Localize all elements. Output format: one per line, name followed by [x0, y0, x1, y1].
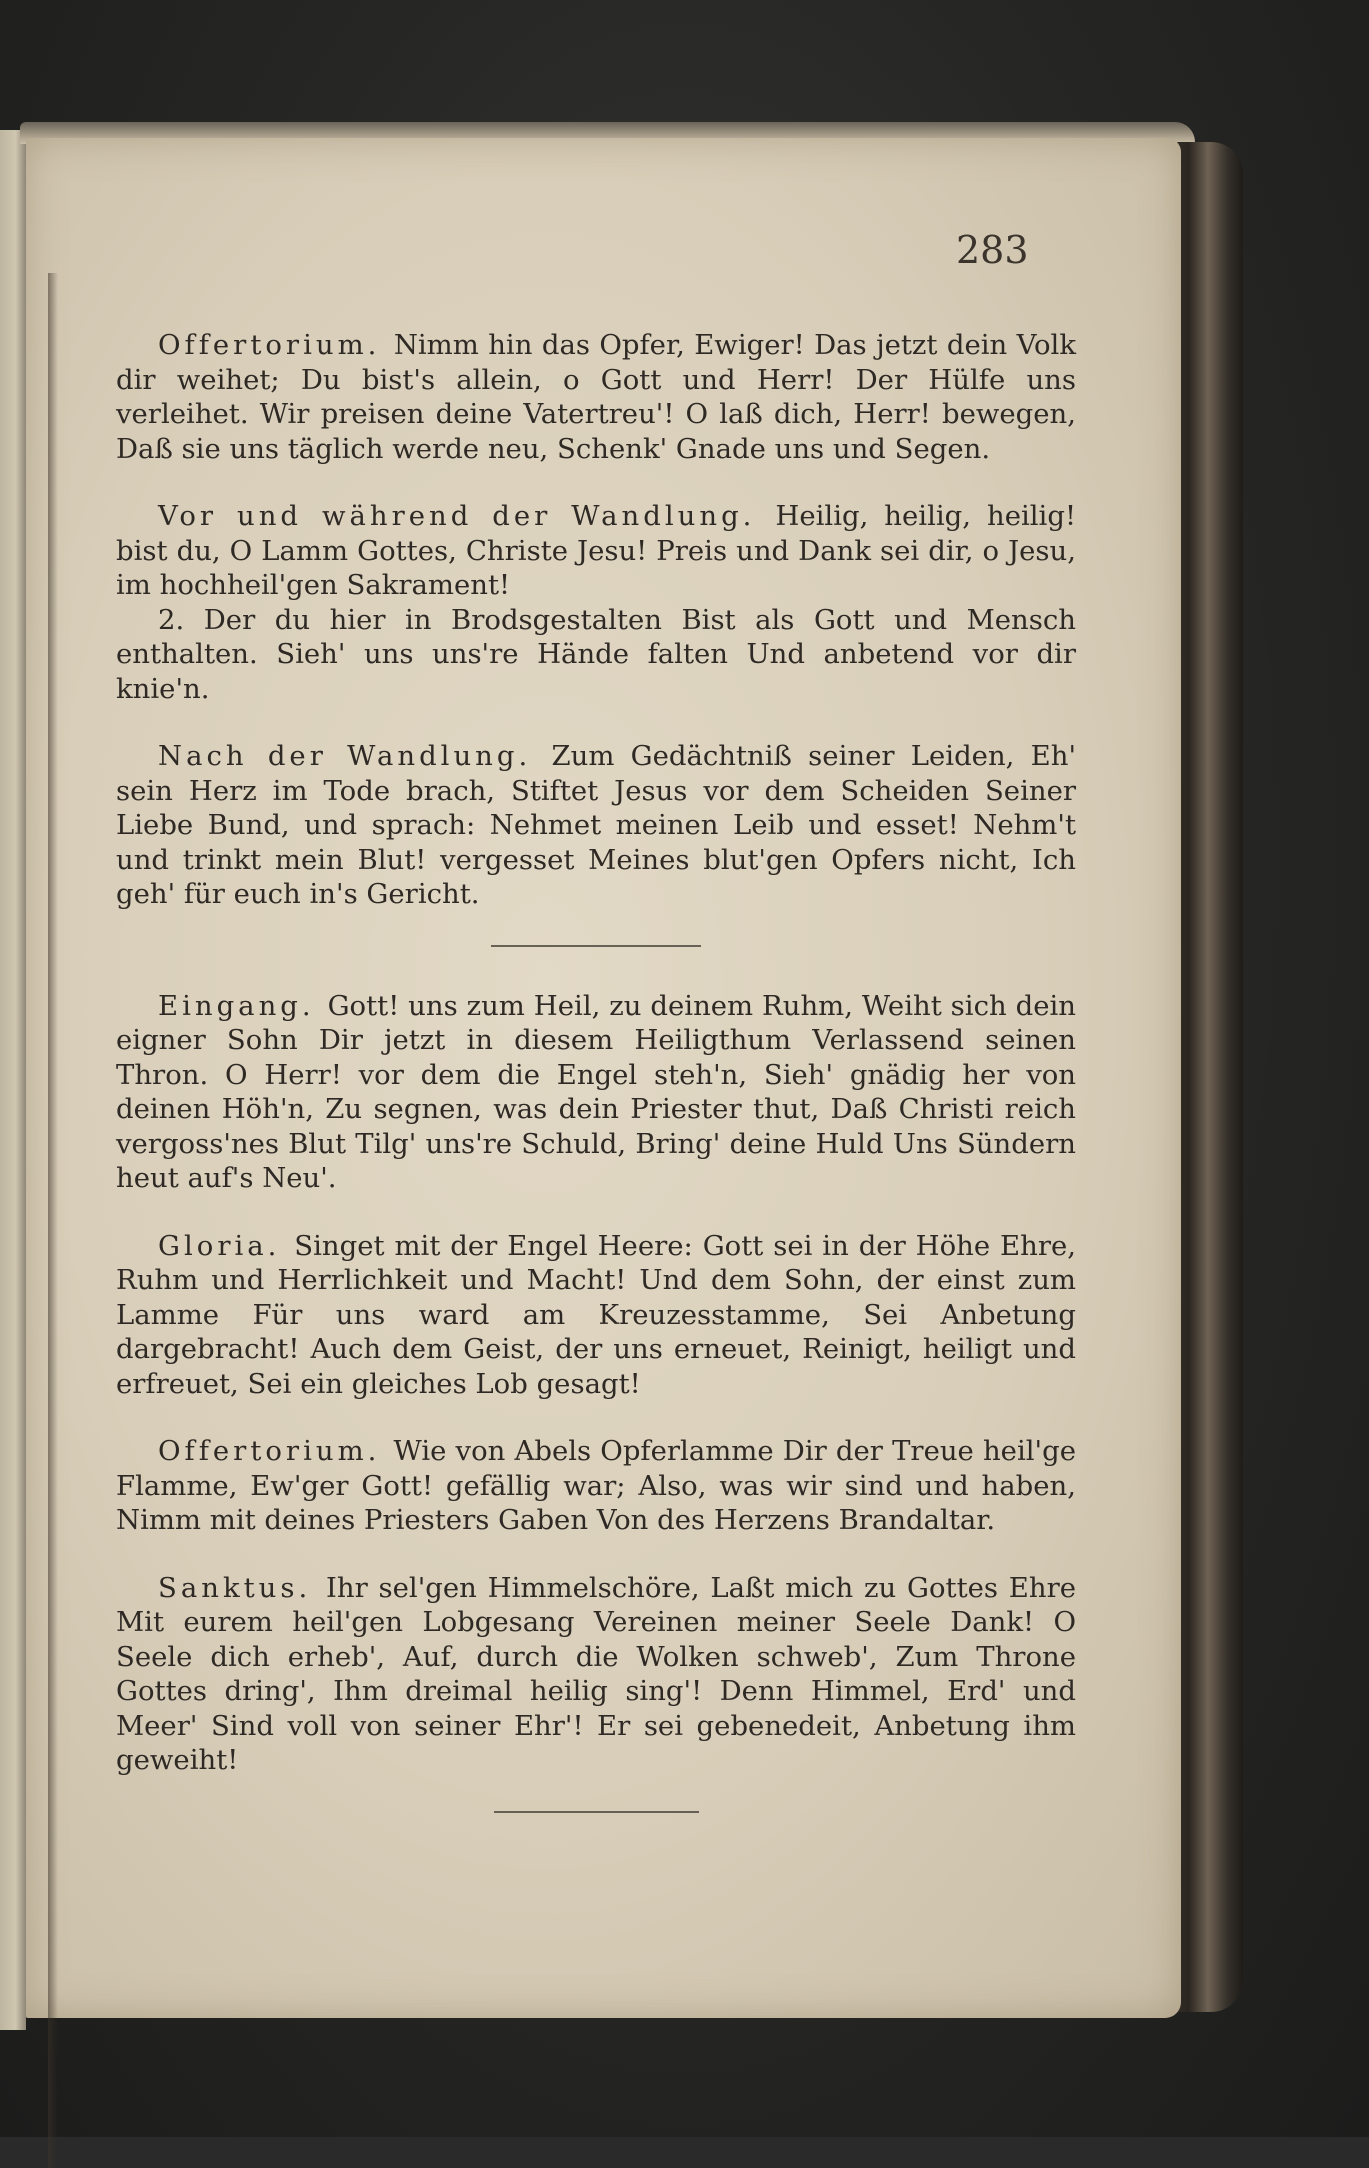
section-text: 2. Der du hier in Brodsgestalten Bist als Gott und Mensch enthalten. Sieh' uns uns're Hände falten Und anbetend vor dir knie'n. — [116, 603, 1076, 705]
paragraph-wandlung — [116, 499, 1076, 603]
section-text: Heilig, heilig, heilig! bist du, O Lamm Gottes, Christe Jesu! Preis und Dank sei dir, o Jesu, im hochheil'gen Sakrament! — [116, 500, 1077, 601]
end-divider — [494, 1811, 699, 1813]
section-text: Zum Gedächtniß seiner Leiden, Eh' sein Herz im Tode brach, Stiftet Jesus vor dem Scheiden Seiner Liebe Bund, und sprach: Nehmet meinen Leib und esset! Nehm't und trinkt mein Blut! vergesset Meines blut'gen Opfers nicht, Ich geh' für euch in's Gericht. — [116, 740, 1076, 910]
paragraph-offertorium-1 — [116, 328, 1076, 466]
page-number: 283 — [956, 228, 1029, 272]
section-heading: Vor und während der Wandlung. — [158, 500, 776, 532]
section-divider — [491, 945, 701, 947]
paragraph-gloria — [116, 1229, 1076, 1402]
section-text: Wie von Abels Opferlamme Dir der Treue heil'ge Flamme, Ew'ger Gott! gefällig war; Also, was wir sind und haben, Nimm mit deines Priesters Gaben Von des Herzens Brandaltar. — [116, 1435, 1076, 1536]
paragraph-nach-wandlung — [116, 739, 1076, 912]
section-heading: Offertorium. — [158, 329, 394, 361]
paragraph-offertorium-2 — [116, 1434, 1076, 1538]
page-text — [116, 328, 1076, 1855]
section-heading: Offertorium. — [158, 1435, 394, 1467]
paragraph-wandlung-verse-2 — [116, 603, 1076, 707]
section-heading: Nach der Wandlung. — [158, 740, 552, 772]
section-text: Singet mit der Engel Heere: Gott sei in der Höhe Ehre, Ruhm und Herrlichkeit und Macht! Und dem Sohn, der einst zum Lamme Für uns ward am Kreuzesstamme, Sei Anbetung dargebracht! Auch dem Geist, der uns erneuet, Reinigt, heiligt und erfreuet, Sei ein gleiches Lob gesagt! — [116, 1229, 1076, 1400]
paragraph-sanktus — [116, 1571, 1076, 1778]
book-page — [26, 138, 1181, 2018]
section-heading: Sanktus. — [158, 1571, 327, 1604]
section-text: Ihr sel'gen Himmelschöre, Laßt mich zu Gottes Ehre Mit eurem heil'gen Lobgesang Vereinen meiner Seele Dank! O Seele dich erheb', Auf, durch die Wolken schweb', Zum Throne Gottes dring', Ihm dreimal heilig sing'! Denn Himmel, Erd' und Meer' Sind voll von seiner Ehr'! Er sei gebenedeit, Anbetung ihm geweiht! — [116, 1571, 1076, 1776]
section-text: Gott! uns zum Heil, zu deinem Ruhm, Weiht sich dein eigner Sohn Dir jetzt in diesem Heiligthum Verlassend seinen Thron. O Herr! vor dem die Engel steh'n, Sieh' gnädig her von deinen Höh'n, Zu segnen, was dein Priester thut, Daß Christi reich vergoss'nes Blut Tilg' uns're Schuld, Bring' deine Huld Uns Sündern heut auf's Neu'. — [116, 989, 1076, 1194]
spine-shadow — [48, 273, 58, 2168]
paragraph-eingang — [116, 989, 1076, 1196]
section-text: Nimm hin das Opfer, Ewiger! Das jetzt dein Volk dir weihet; Du bist's allein, o Gott und Herr! Der Hülfe uns verleihet. Wir preisen deine Vatertreu'! O laß dich, Herr! bewegen, Daß sie uns täglich werde neu, Schenk' Gnade uns und Segen. — [116, 329, 1076, 465]
left-page-edge — [0, 130, 26, 2030]
section-heading: Gloria. — [158, 1229, 295, 1262]
section-heading: Eingang. — [158, 989, 328, 1022]
